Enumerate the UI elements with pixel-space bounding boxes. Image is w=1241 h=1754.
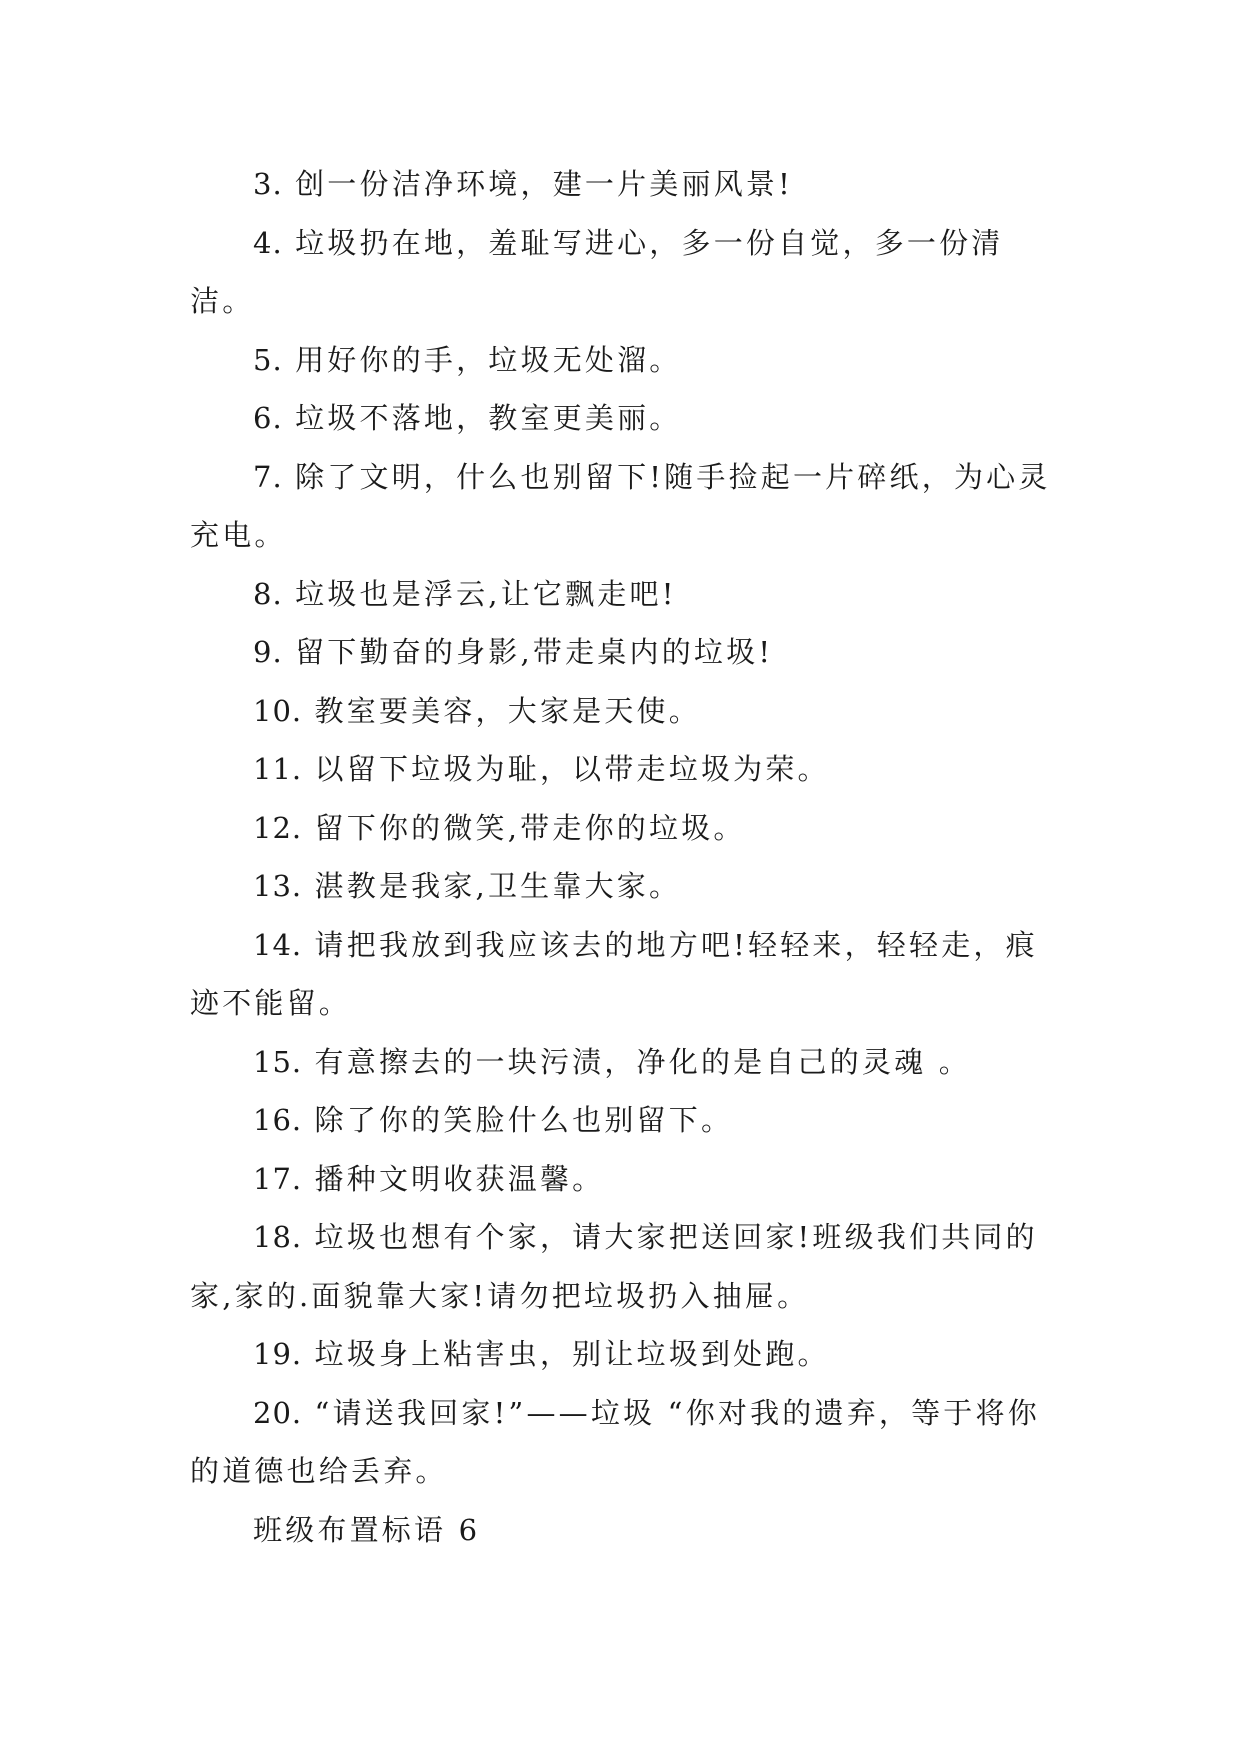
list-item-12 <box>190 799 1060 858</box>
item-number: 9. <box>253 635 283 669</box>
list-item-10 <box>190 682 1060 741</box>
list-item-9 <box>190 623 1060 682</box>
item-text: 垃圾也是浮云,让它飘走吧! <box>295 576 677 611</box>
section-heading: 班级布置标语 6 <box>253 1512 481 1547</box>
item-number: 3. <box>253 167 283 201</box>
document-body <box>190 155 1060 1559</box>
item-text: 除了你的笑脸什么也别留下。 <box>314 1103 734 1137</box>
item-text: 有意擦去的一块污渍，净化的是自己的灵魂 。 <box>314 1044 971 1079</box>
item-number: 10. <box>253 693 303 728</box>
item-number: 16. <box>253 1103 303 1137</box>
item-text: 教室要美容，大家是天使。 <box>314 693 701 728</box>
list-item-4 <box>190 214 1060 331</box>
list-item-16 <box>190 1091 1060 1150</box>
item-text: 创一份洁净环境，建一片美丽风景! <box>295 167 793 201</box>
item-number: 4. <box>253 225 283 260</box>
item-text: “请送我回家!”——垃圾 “你对我的遗弃，等于将你的道德也给丢弃。 <box>190 1395 1040 1488</box>
list-item-17 <box>190 1150 1060 1209</box>
list-item-19 <box>190 1325 1060 1384</box>
list-item-15 <box>190 1033 1060 1092</box>
item-text: 垃圾身上粘害虫，别让垃圾到处跑。 <box>314 1337 830 1371</box>
list-item-13 <box>190 857 1060 916</box>
item-number: 19. <box>253 1337 303 1371</box>
item-text: 用好你的手，垃圾无处溜。 <box>295 342 682 377</box>
list-item-7 <box>190 448 1060 565</box>
item-number: 15. <box>253 1044 303 1079</box>
item-text: 湛教是我家,卫生靠大家。 <box>314 869 682 903</box>
item-number: 18. <box>253 1220 303 1254</box>
list-item-14 <box>190 916 1060 1033</box>
list-item-18 <box>190 1208 1060 1325</box>
list-item-5 <box>190 331 1060 390</box>
item-number: 20. <box>253 1395 303 1430</box>
item-text: 请把我放到我应该去的地方吧!轻轻来，轻轻走，痕迹不能留。 <box>190 927 1038 1020</box>
list-item-6 <box>190 389 1060 448</box>
item-number: 11. <box>253 752 303 786</box>
item-text: 除了文明，什么也别留下!随手捡起一片碎纸，为心灵充电。 <box>190 459 1051 552</box>
item-number: 8. <box>253 576 283 611</box>
item-number: 7. <box>253 459 283 494</box>
item-number: 5. <box>253 342 283 377</box>
item-text: 垃圾扔在地，羞耻写进心，多一份自觉，多一份清洁。 <box>190 225 1004 318</box>
item-number: 14. <box>253 927 303 962</box>
item-text: 留下勤奋的身影,带走桌内的垃圾! <box>295 635 774 669</box>
item-number: 6. <box>253 401 283 435</box>
item-text: 播种文明收获温馨。 <box>314 1161 605 1196</box>
list-item-3 <box>190 155 1060 214</box>
item-text: 垃圾不落地，教室更美丽。 <box>295 401 682 435</box>
item-number: 12. <box>253 810 303 845</box>
item-text: 以留下垃圾为耻，以带走垃圾为荣。 <box>314 752 830 786</box>
list-item-8 <box>190 565 1060 624</box>
list-item-20 <box>190 1384 1060 1501</box>
item-number: 13. <box>253 869 303 903</box>
list-item-11 <box>190 740 1060 799</box>
item-text: 留下你的微笑,带走你的垃圾。 <box>314 810 746 845</box>
item-number: 17. <box>253 1161 303 1196</box>
item-text: 垃圾也想有个家，请大家把送回家!班级我们共同的家,家的.面貌靠大家!请勿把垃圾扔入抽屉。 <box>190 1220 1038 1313</box>
